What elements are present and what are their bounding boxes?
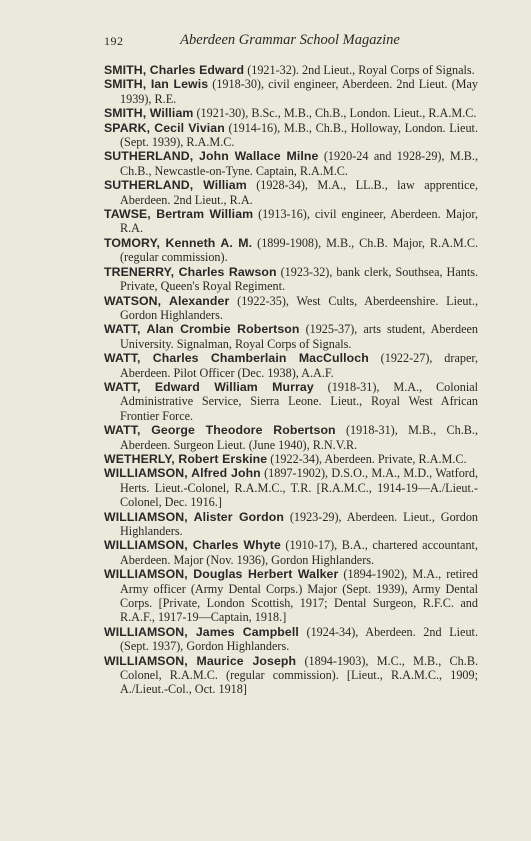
list-item: [104, 322, 478, 351]
list-item: [104, 510, 478, 539]
entry-name: WILLIAMSON, Douglas Herbert Walker: [104, 567, 339, 582]
entry-text: (1918-31), M.B., Ch.B., Aberdeen. Surgeon Lieut. (June 1940), R.N.V.R.: [120, 423, 478, 452]
entry-list: [104, 63, 478, 697]
entry-name: WILLIAMSON, Alfred John: [104, 466, 261, 481]
entry-name: WILLIAMSON, Charles Whyte: [104, 538, 281, 553]
entry-name: WETHERLY, Robert Erskine: [104, 451, 268, 466]
entry-text: (1928-34), M.A., LL.B., law apprentice, Aberdeen. 2nd Lieut., R.A.: [120, 178, 478, 207]
entry-text: (1894-1903), M.C., M.B., Ch.B. Colonel, R.A.M.C. (regular commission). [Lieut., R.A.M.C., 1909; A./Lieut.-Col., Oct. 1918]: [120, 653, 479, 697]
entry-text: (1924-34), Aberdeen. 2nd Lieut. (Sept. 1937), Gordon Highlanders.: [120, 624, 478, 654]
list-item: [104, 351, 478, 380]
entry-name: TOMORY, Kenneth A. M.: [104, 235, 253, 250]
entry-name: WILLIAMSON, Alister Gordon: [104, 509, 284, 524]
entry-name: WATT, George Theodore Robertson: [104, 423, 336, 438]
list-item: [104, 149, 478, 178]
entry-name: SMITH, William: [104, 106, 194, 121]
entry-name: WATSON, Alexander: [104, 293, 230, 308]
entry-text: (1922-34), Aberdeen. Private, R.A.M.C.: [267, 451, 467, 466]
entry-text: (1918-31), M.A., Colonial Administrative Service, Sierra Leone. Lieut., Royal West African Frontier Force.: [120, 379, 478, 423]
entry-text: (1921-32). 2nd Lieut., Royal Corps of Signals.: [244, 63, 475, 77]
entry-text: (1923-32), bank clerk, Southsea, Hants. Private, Queen's Royal Regiment.: [120, 264, 478, 294]
list-item: [104, 466, 478, 509]
entry-text: (1899-1908), M.B., Ch.B. Major, R.A.M.C. (regular commission).: [120, 235, 478, 265]
list-item: [104, 207, 478, 236]
page-header: [104, 32, 476, 52]
running-title: Aberdeen Grammar School Magazine: [180, 32, 400, 48]
list-item: [104, 77, 478, 106]
entry-name: WATT, Charles Chamberlain MacCulloch: [104, 351, 369, 366]
list-item: [104, 265, 478, 294]
entry-name: WATT, Alan Crombie Robertson: [104, 322, 300, 337]
entry-text: (1922-35), West Cults, Aberdeenshire. Lieut., Gordon Highlanders.: [120, 293, 478, 322]
entry-text: (1918-30), civil engineer, Aberdeen. 2nd Lieut. (May 1939), R.E.: [120, 77, 478, 106]
entry-name: SUTHERLAND, William: [104, 178, 247, 193]
list-item: [104, 654, 478, 697]
entry-text: (1894-1902), M.A., retired Army officer (Army Dental Corps.) Major (Sept. 1939), Army Dental Corps. [Private, London Scottish, 1917; Dental Surgeon, R.F.C. and R.A.F., 1917-19—Captain, 1918.]: [120, 567, 478, 625]
list-item: [104, 452, 478, 466]
entry-text: (1910-17), B.A., chartered accountant, Aberdeen. Major (Nov. 1936), Gordon Highlanders.: [120, 538, 478, 567]
entry-text: (1921-30), B.Sc., M.B., Ch.B., London. Lieut., R.A.M.C.: [193, 106, 477, 121]
list-item: [104, 380, 478, 423]
list-item: [104, 236, 478, 265]
entry-name: SPARK, Cecil Vivian: [104, 120, 225, 135]
entry-name: TAWSE, Bertram William: [104, 207, 254, 222]
list-item: [104, 625, 478, 654]
entry-text: (1922-27), draper, Aberdeen. Pilot Officer (Dec. 1938), A.A.F.: [120, 351, 478, 380]
entry-text: (1925-37), arts student, Aberdeen University. Signalman, Royal Corps of Signals.: [120, 322, 478, 351]
list-item: [104, 294, 478, 323]
list-item: [104, 538, 478, 567]
entry-text: (1920-24 and 1928-29), M.B., Ch.B., Newcastle-on-Tyne. Captain, R.A.M.C.: [120, 149, 478, 178]
entry-text: (1897-1902), D.S.O., M.A., M.D., Watford, Herts. Lieut.-Colonel, R.A.M.C., T.R. [R.A.M.C., 1914-19—A./Lieut.-Colonel, Dec. 1916.]: [120, 466, 478, 510]
list-item: [104, 106, 478, 120]
entry-name: SUTHERLAND, John Wallace Milne: [104, 149, 319, 164]
entry-name: WILLIAMSON, Maurice Joseph: [104, 653, 297, 668]
list-item: [104, 178, 478, 207]
entry-text: (1923-29), Aberdeen. Lieut., Gordon Highlanders.: [120, 509, 479, 538]
list-item: [104, 567, 478, 625]
entry-name: SMITH, Ian Lewis: [104, 77, 209, 92]
list-item: [104, 423, 478, 452]
entry-text: (1914-16), M.B., Ch.B., Holloway, London. Lieut. (Sept. 1939), R.A.M.C.: [120, 120, 478, 150]
entry-name: TRENERRY, Charles Rawson: [104, 264, 277, 279]
entry-name: SMITH, Charles Edward: [104, 63, 245, 77]
entry-name: WATT, Edward William Murray: [104, 379, 314, 394]
page-number: 192: [104, 34, 124, 48]
list-item: [104, 121, 478, 150]
list-item: [104, 63, 478, 77]
entry-text: (1913-16), civil engineer, Aberdeen. Major, R.A.: [120, 207, 478, 236]
entry-name: WILLIAMSON, James Campbell: [104, 624, 299, 639]
